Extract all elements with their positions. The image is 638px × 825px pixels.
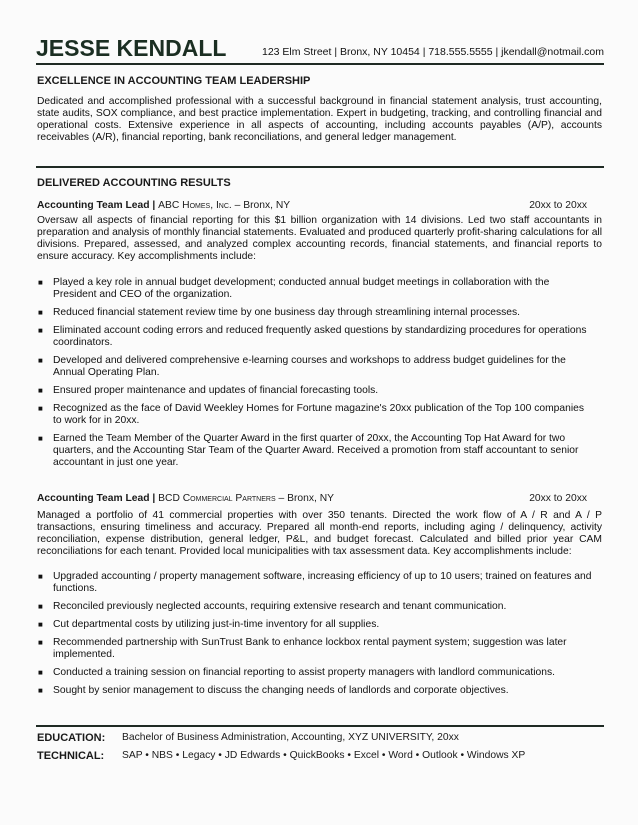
- job-title-line: [37, 200, 290, 211]
- bullet-icon: ■: [38, 308, 43, 317]
- job-location: – Bronx, NY: [234, 200, 291, 211]
- list-item: ■ Upgraded accounting / property management software, increasing efficiency of up to 10 users; trained on features and functions.: [38, 571, 592, 594]
- list-item: ■ Recognized as the face of David Weekley Homes for Fortune magazine's 20xx publication of the Top 100 companies to work for in 20xx.: [38, 403, 585, 426]
- experience-heading: DELIVERED ACCOUNTING RESULTS: [37, 177, 231, 189]
- list-item: ■ Earned the Team Member of the Quarter Award in the first quarter of 20xx, the Accounting Top Hat Award for two quarters, and the Accounting Star Team of the Quarter Award. Received a promotion from staff accountant to senior accountant in just one year.: [38, 433, 579, 468]
- job-dates: 20xx to 20xx: [529, 493, 587, 504]
- list-item: ■ Ensured proper maintenance and updates of financial forecasting tools.: [38, 385, 379, 396]
- bullet-icon: ■: [38, 686, 43, 695]
- bullet-icon: ■: [38, 404, 43, 413]
- list-item: ■ Reconciled previously neglected accounts, requiring extensive research and tenant communication.: [38, 601, 507, 612]
- job-header: [37, 493, 587, 504]
- job-title: Accounting Team Lead |: [37, 493, 156, 504]
- technical-value: SAP • NBS • Legacy • JD Edwards • QuickBooks • Excel • Word • Outlook • Windows XP: [122, 750, 526, 761]
- summary-heading: EXCELLENCE IN ACCOUNTING TEAM LEADERSHIP: [37, 75, 311, 87]
- candidate-name: JESSE KENDALL: [36, 35, 227, 61]
- list-item: ■ Developed and delivered comprehensive e-learning courses and workshops to address budget guidelines for the Annual Operating Plan.: [38, 355, 566, 378]
- list-item: ■ Reduced financial statement review time by one business day through streamlining internal processes.: [38, 307, 521, 318]
- list-item: ■ Played a key role in annual budget development; conducted annual budget meetings in collaboration with the President and CEO of the organization.: [38, 277, 550, 300]
- bullet-icon: ■: [38, 386, 43, 395]
- list-item: ■ Sought by senior management to discuss the changing needs of landlords and corporate objectives.: [38, 685, 509, 696]
- bullet-icon: ■: [38, 278, 43, 287]
- job-location: – Bronx, NY: [278, 493, 335, 504]
- accomplishment-list: [37, 571, 592, 703]
- technical-row: [37, 750, 525, 762]
- bullet-icon: ■: [38, 434, 43, 443]
- job-title: Accounting Team Lead |: [37, 200, 156, 211]
- job-header: [37, 200, 587, 211]
- list-item: ■ Conducted a training session on financial reporting to assist property managers with landlord communications.: [38, 667, 555, 678]
- bullet-icon: ■: [38, 572, 43, 581]
- list-item: ■ Cut departmental costs by utilizing just-in-time inventory for all supplies.: [38, 619, 380, 630]
- section-divider: [36, 725, 604, 727]
- resume-header: [36, 36, 604, 65]
- bullet-icon: ■: [38, 326, 43, 335]
- job-title-line: [37, 493, 334, 504]
- job-description: Oversaw all aspects of financial reporting for this $1 billion organization with 14 divisions. Led two staff accountants in preparation and analysis of monthly financial statements. Evaluated and produced quarterly profit-sharing calculations for all divisions. Prepared, assessed, and analyzed complex accounting records, financial statements, and financial reports to ensure accuracy. Key accomplishments include:: [37, 215, 602, 262]
- job-description: Managed a portfolio of 41 commercial properties with over 350 tenants. Directed the work flow of A / R and A / P transactions, ensuring timeliness and accuracy. Prepared all month-end reports, including aging / delinquency, activity reconciliation, expense distribution, general ledger, P&L, and budget forecast. Calculated and billed prior year CAM reconciliations for each tenant. Provided local municipalities with tax assessment data. Key accomplishments include:: [37, 510, 602, 557]
- section-divider: [36, 166, 604, 168]
- job-dates: 20xx to 20xx: [529, 200, 587, 211]
- list-item: ■ Eliminated account coding errors and reduced frequently asked questions by standardizing procedures for operations coordinators.: [38, 325, 587, 348]
- technical-label: TECHNICAL:: [37, 750, 105, 762]
- company-name: BCD Commercial Partners: [158, 493, 276, 504]
- contact-info: 123 Elm Street | Bronx, NY 10454 | 718.555.5555 | jkendall@notmail.com: [261, 46, 604, 58]
- summary-paragraph: Dedicated and accomplished professional with a successful background in financial statement analysis, trust accounting, state audits, SOX compliance, and best practice implementation. Expert in budgeting, tracking, and controlling financial and operational costs. Extensive experience in all aspects of accounting, including accounts payables (A/P), accounts receivables (A/R), financial reporting, bank reconciliations, and general ledger management.: [37, 96, 602, 143]
- education-row: [37, 732, 459, 744]
- bullet-icon: ■: [38, 638, 43, 647]
- bullet-icon: ■: [38, 602, 43, 611]
- education-label: EDUCATION:: [37, 732, 106, 744]
- bullet-icon: ■: [38, 356, 43, 365]
- list-item: ■ Recommended partnership with SunTrust Bank to enhance lockbox rental payment system; suggestion was later implemented.: [38, 637, 567, 660]
- company-name: ABC Homes, Inc.: [158, 200, 232, 211]
- accomplishment-list: [37, 277, 592, 475]
- bullet-icon: ■: [38, 620, 43, 629]
- education-value: Bachelor of Business Administration, Accounting, XYZ UNIVERSITY, 20xx: [122, 732, 459, 743]
- bullet-icon: ■: [38, 668, 43, 677]
